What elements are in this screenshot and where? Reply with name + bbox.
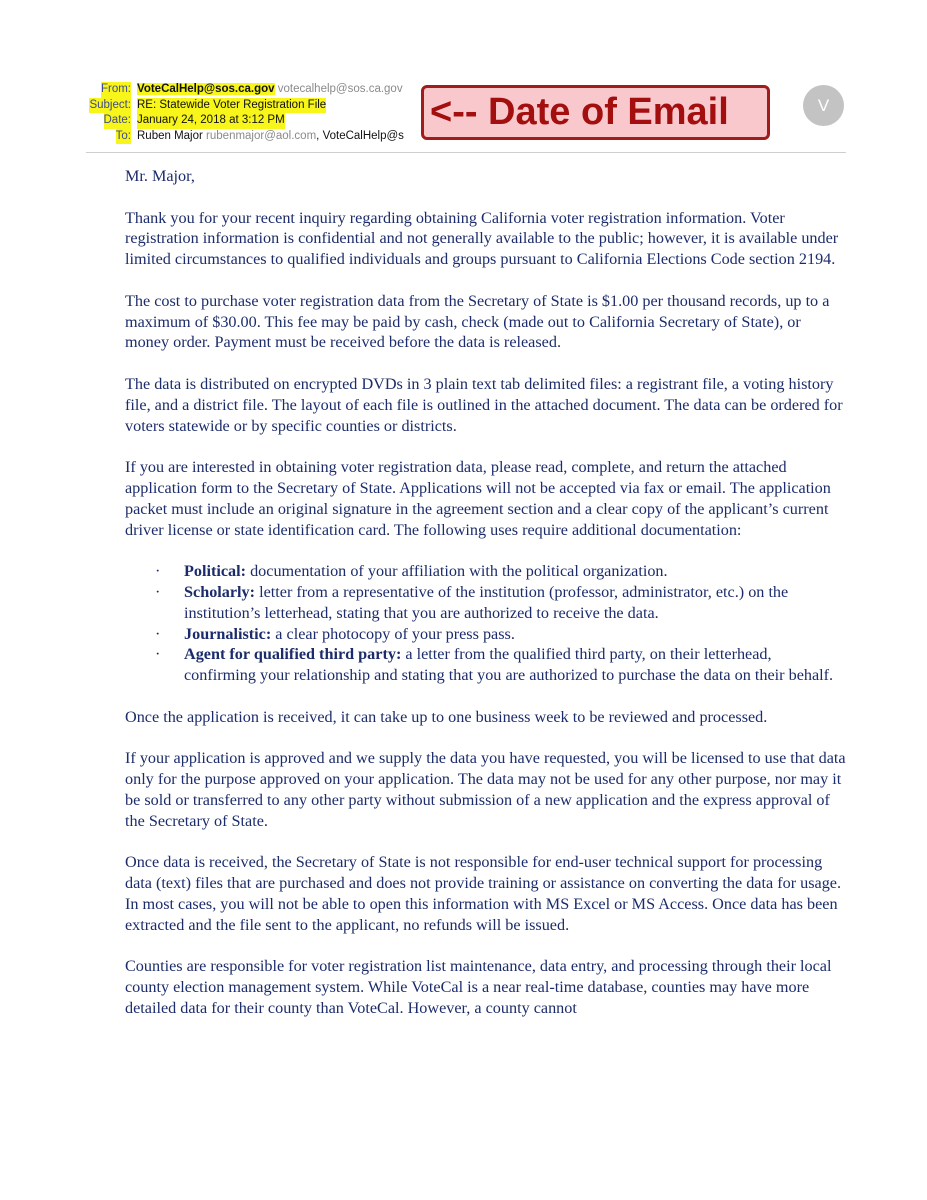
date-of-email-annotation: <-- Date of Email: [421, 85, 770, 140]
documentation-list: [125, 561, 847, 686]
paragraph-license: If your application is approved and we supply the data you have requested, you will be licensed to use that data only for the purpose approved on your application. The data may not be used for any other purpose, nor may it be sold or transferred to any other party without submission of a new application and the express approval of the Secretary of State.: [125, 749, 846, 830]
subject-value: RE: Statewide Voter Registration File: [137, 98, 326, 114]
list-item-term: Journalistic:: [184, 624, 272, 643]
date-value: January 24, 2018 at 3:12 PM: [137, 113, 285, 129]
salutation: Mr. Major,: [125, 167, 195, 185]
header-divider: [86, 152, 846, 153]
list-item-term: Scholarly:: [184, 582, 256, 601]
to-second-recipient[interactable]: VoteCalHelp@s: [322, 129, 404, 142]
bullet-marker: ·: [155, 624, 161, 643]
to-label: To:: [116, 129, 131, 145]
paragraph-distribution: The data is distributed on encrypted DVDs in 3 plain text tab delimited files: a registrant file, a voting history file, and a district file. The layout of each file is outlined in the attached document. The data can be ordered for voters statewide or by specific counties or districts.: [125, 374, 843, 435]
to-address[interactable]: rubenmajor@aol.com: [206, 129, 317, 142]
paragraph-inquiry: Thank you for your recent inquiry regarding obtaining California voter registration information. Voter registration information is confidential and not generally available to the public; however, it is available under limited circumstances to qualified individuals and groups pursuant to California Elections Code section 2194.: [125, 208, 839, 269]
from-address[interactable]: votecalhelp@sos.ca.gov: [277, 83, 403, 95]
from-label: From:: [101, 82, 131, 98]
list-item: [125, 582, 847, 624]
paragraph-counties: Counties are responsible for voter registration list maintenance, data entry, and processing through their local county election management system. While VoteCal is a near real-time database, counties may have more detailed data for their county than VoteCal. However, a county cannot: [125, 957, 832, 1017]
bullet-marker: ·: [155, 645, 161, 664]
to-name[interactable]: Ruben Major: [137, 129, 203, 142]
list-item-text: a clear photocopy of your press pass.: [271, 624, 515, 643]
email-body: [125, 166, 847, 1039]
paragraph-support: Once data is received, the Secretary of State is not responsible for end-user technical support for processing data (text) files that are purchased and does not provide training or assistance on converting the data for usage. In most cases, you will not be able to open this information with MS Excel or MS Access. Once data has been extracted and the file sent to the applicant, no refunds will be issued.: [125, 853, 842, 934]
list-item: [125, 561, 847, 582]
paragraph-cost: The cost to purchase voter registration data from the Secretary of State is $1.00 per thousand records, up to a maximum of $30.00. This fee may be paid by cash, check (made out to California Secretary of State), or money order. Payment must be received before the data is released.: [125, 291, 830, 352]
list-item: [125, 644, 847, 686]
from-name[interactable]: VoteCalHelp@sos.ca.gov: [137, 83, 275, 95]
sender-avatar[interactable]: V: [803, 85, 844, 126]
date-label: Date:: [104, 113, 132, 129]
paragraph-application: If you are interested in obtaining voter registration data, please read, complete, and return the attached application form to the Secretary of State. Applications will not be accepted via fax or email. The application packet must include an original signature in the agreement section and a clear copy of the applicant’s current driver license or state identification card. The following uses require additional documentation:: [125, 458, 831, 539]
list-item: [125, 624, 847, 645]
bullet-marker: ·: [155, 582, 161, 601]
bullet-marker: ·: [155, 562, 161, 581]
list-item-text: a letter from the qualified third party, on their letterhead, confirming your relationship and stating that you are authorized to purchase the data on their behalf.: [184, 645, 834, 685]
to-separator: ,: [316, 129, 320, 142]
paragraph-processing: Once the application is received, it can take up to one business week to be reviewed and processed.: [125, 707, 768, 726]
subject-label: Subject:: [89, 98, 131, 114]
list-item-term: Agent for qualified third party:: [184, 645, 402, 664]
list-item-text: letter from a representative of the institution (professor, administrator, etc.) on the institution’s letterhead, stating that you are authorized to receive the data.: [184, 582, 789, 622]
list-item-text: documentation of your affiliation with the political organization.: [246, 562, 668, 581]
list-item-term: Political:: [184, 562, 247, 581]
